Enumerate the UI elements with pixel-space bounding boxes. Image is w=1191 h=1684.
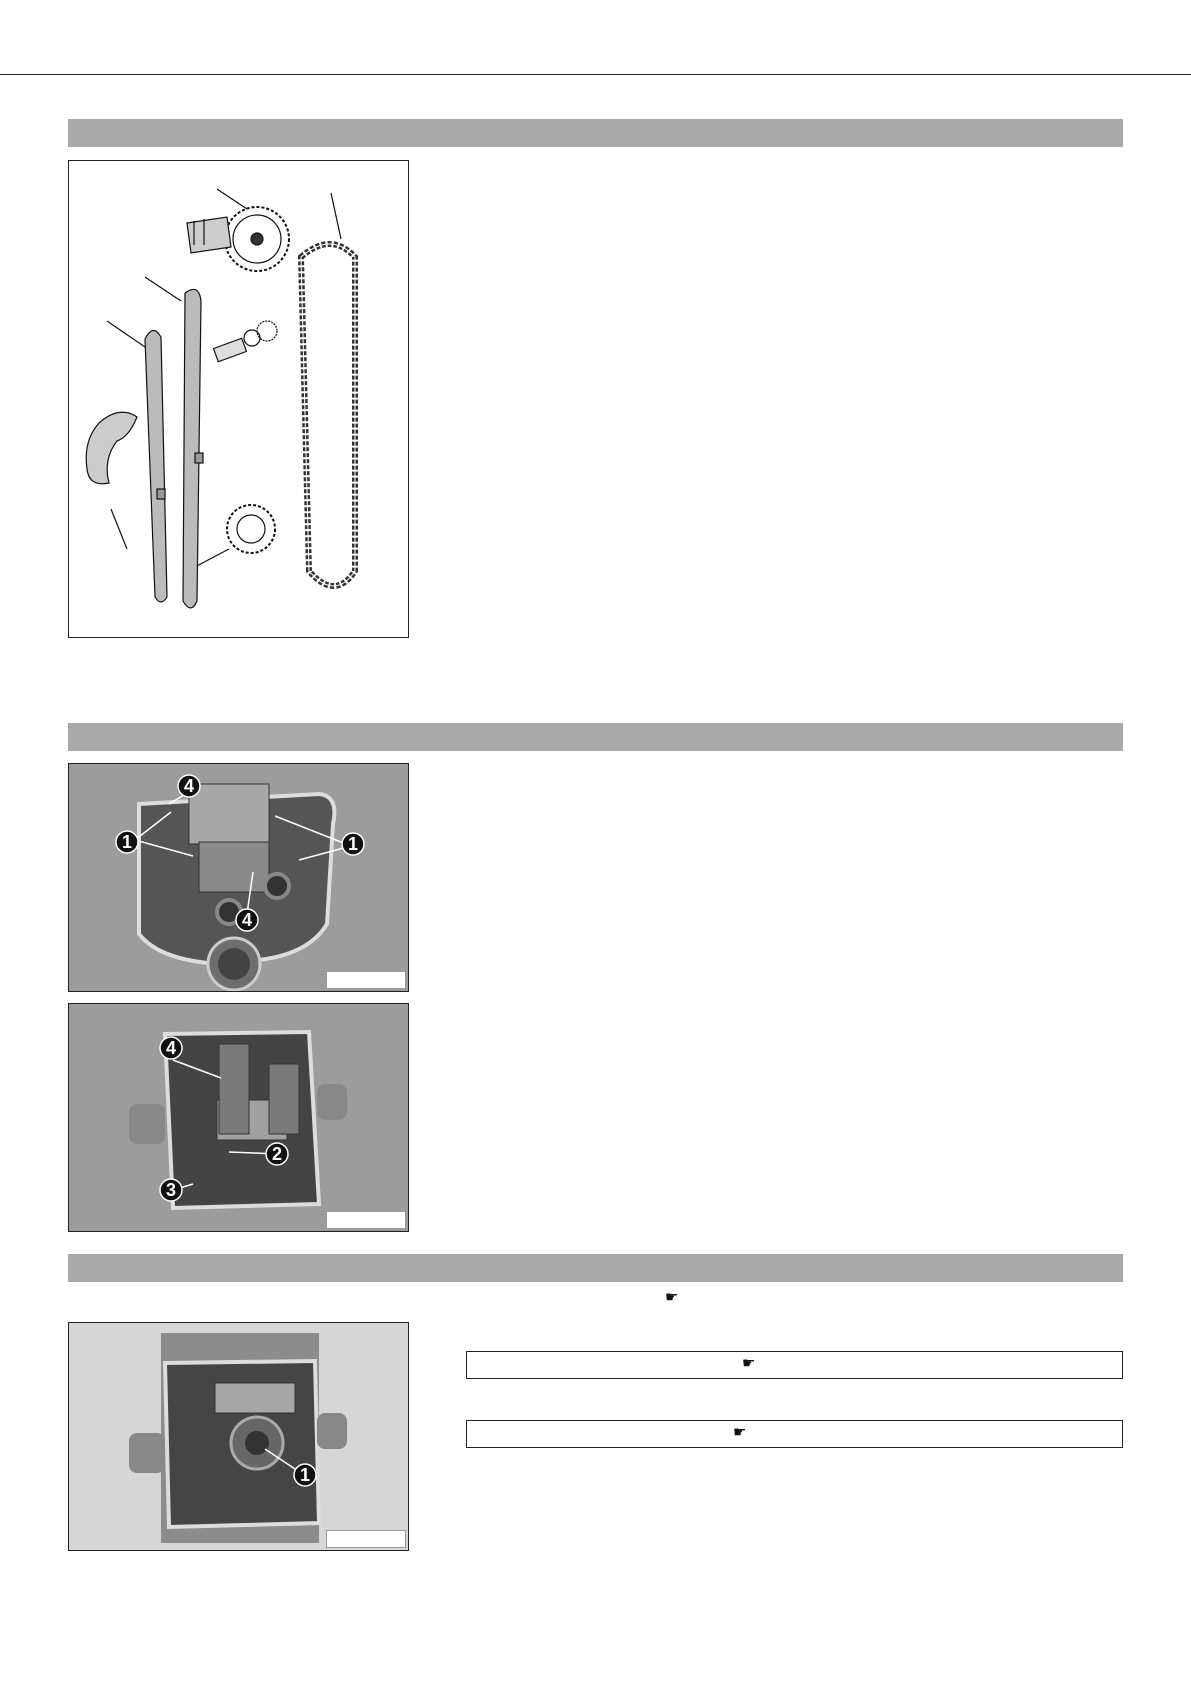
chain-guide — [145, 330, 167, 602]
callout-4: 4 — [165, 1038, 177, 1058]
figure-cylinder-head-rocker-arms — [68, 763, 409, 992]
header-rule — [0, 74, 1191, 75]
callout-1-left: 1 — [121, 832, 133, 852]
tensioner-plunger — [214, 338, 247, 361]
callout-3: 3 — [165, 1180, 177, 1200]
cylinder-head-photo-3 — [69, 1323, 409, 1551]
tensioner-guide — [183, 289, 201, 608]
cylinder-head-photo-1 — [69, 764, 409, 992]
spec-box-2-hand-icon: ☛ — [733, 1424, 747, 1441]
figure-label-4 — [326, 1530, 406, 1548]
section-bar-3 — [68, 1254, 1123, 1282]
section-bar-2 — [68, 723, 1123, 751]
cylinder-head-photo-2 — [69, 1004, 409, 1232]
crankshaft-sprocket — [227, 505, 275, 553]
callout-1-right: 1 — [347, 834, 359, 854]
figure-timing-chain-exploded — [68, 160, 409, 638]
reference-hand-icon: ☛ — [665, 1289, 679, 1306]
timing-chain — [301, 244, 355, 586]
figure-label-3 — [326, 1211, 406, 1229]
callout-2: 2 — [271, 1144, 283, 1164]
spec-box-1-hand-icon: ☛ — [742, 1355, 756, 1372]
spec-box-1 — [466, 1351, 1123, 1379]
callout-4-top: 4 — [183, 776, 195, 796]
figure-cylinder-head-on-stand — [68, 1322, 409, 1551]
callout-1: 1 — [299, 1465, 311, 1485]
lower-guide — [86, 412, 137, 484]
figure-cylinder-head-camshaft — [68, 1003, 409, 1232]
callout-4-bottom: 4 — [241, 910, 253, 930]
figure-label-2 — [326, 971, 406, 989]
timing-chain-diagram — [69, 161, 409, 638]
section-bar-1 — [68, 119, 1123, 147]
spec-box-2 — [466, 1420, 1123, 1448]
